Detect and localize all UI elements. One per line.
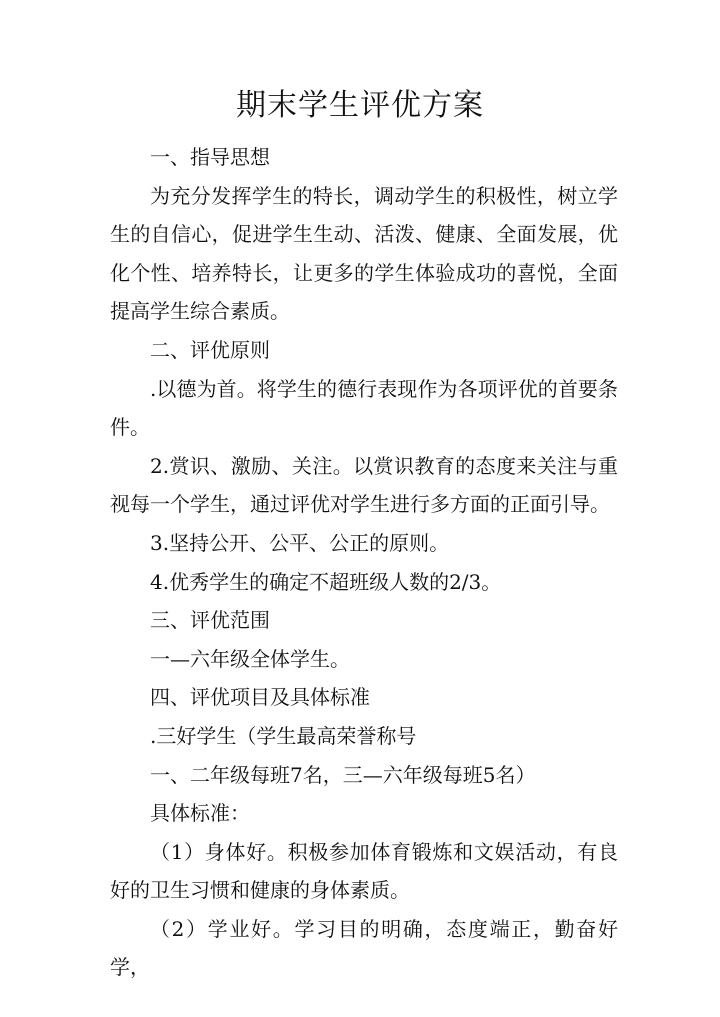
paragraph: .以德为首。将学生的德行表现作为各项评优的首要条件。 [110, 376, 618, 440]
paragraph: 一—六年级全体学生。 [150, 646, 350, 671]
section-heading: 一、指导思想 [150, 145, 270, 169]
paragraph: 一、二年级每班7名，三—六年级每班5名） [150, 762, 536, 787]
paragraph: 3.坚持公开、公平、公正的原则。 [150, 530, 450, 555]
section-heading: 四、评优项目及具体标准 [150, 685, 370, 710]
document-body [110, 138, 618, 987]
section-heading: 二、评优原则 [150, 337, 270, 362]
section-heading: 三、评优范围 [150, 608, 270, 633]
document-title: 期末学生评优方案 [236, 88, 484, 123]
paragraph: .三好学生（学生最高荣誉称号 [150, 723, 417, 748]
paragraph: 具体标准： [150, 801, 250, 826]
paragraph: 为充分发挥学生的特长，调动学生的积极性，树立学生的自信心，促进学生生动、活泼、健康、全面发展，优化个性、培养特长，让更多的学生体验成功的喜悦，全面提高学生综合素质。 [110, 183, 618, 324]
paragraph: 2.赏识、激励、关注。以赏识教育的态度来关注与重视每一个学生，通过评优对学生进行多方面的正面引导。 [110, 453, 618, 517]
paragraph: （1）身体好。积极参加体育锻炼和文娱活动，有良好的卫生习惯和健康的身体素质。 [110, 839, 618, 903]
paragraph: 4.优秀学生的确定不超班级人数的2/3。 [150, 569, 502, 594]
paragraph: （2）学业好。学习目的明确，态度端正，勤奋好学， [110, 916, 618, 980]
